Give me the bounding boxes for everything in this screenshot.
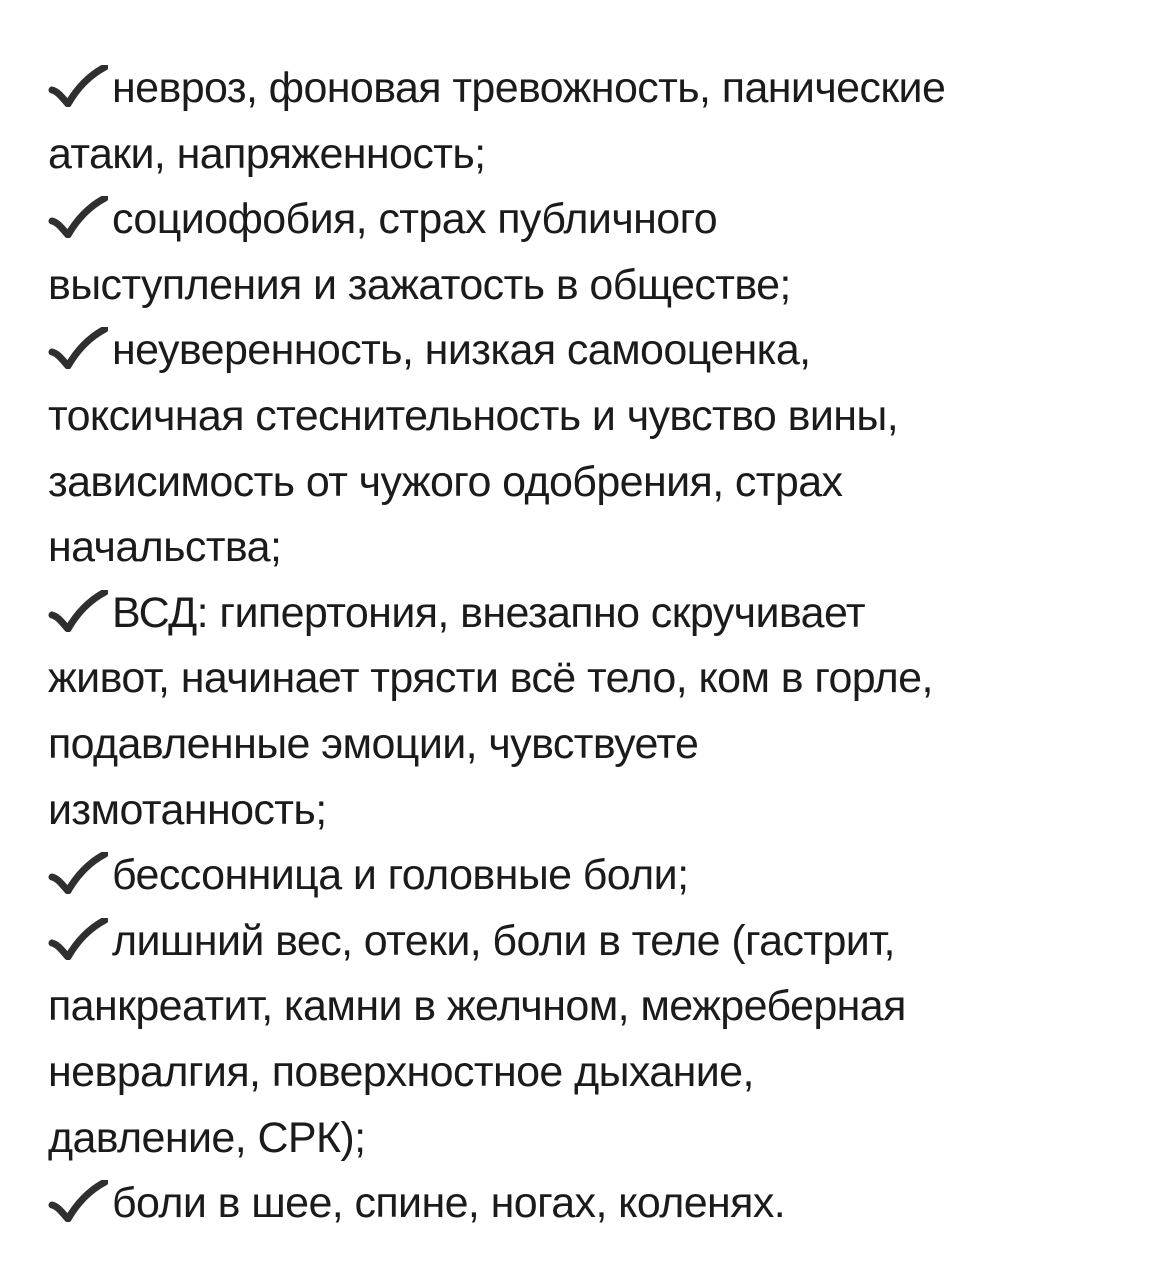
list-item-line: невралгия, поверхностное дыхание, — [48, 1047, 754, 1096]
list-item-line: неуверенность, низкая самооценка, — [112, 326, 811, 375]
list-item-line: живот, начинает трясти всё тело, ком в горле, — [48, 654, 933, 703]
symptom-list — [48, 56, 1118, 1237]
checkmark-icon — [48, 918, 108, 960]
list-item-line: токсичная стеснительность и чувство вины, — [48, 391, 899, 440]
list-item-line: начальства; — [48, 523, 282, 572]
list-item — [48, 56, 1118, 187]
checkmark-icon — [48, 196, 108, 238]
list-item-line: подавленные эмоции, чувствуете — [48, 719, 699, 768]
list-item-line: лишний вес, отеки, боли в теле (гастрит, — [112, 916, 895, 965]
list-item-line: давление, СРК); — [48, 1113, 366, 1162]
list-item-line: боли в шее, спине, ногах, коленях. — [112, 1179, 786, 1228]
checkmark-icon — [48, 1180, 108, 1222]
list-item — [48, 1171, 1118, 1237]
list-item — [48, 318, 1118, 580]
list-item-line: выступления и зажатость в обществе; — [48, 260, 791, 309]
checkmark-icon — [48, 590, 108, 632]
list-item-line: зависимость от чужого одобрения, страх — [48, 457, 843, 506]
checkmark-icon — [48, 327, 108, 369]
checkmark-icon — [48, 852, 108, 894]
list-item-line: измотанность; — [48, 785, 327, 834]
list-item — [48, 909, 1118, 1171]
list-item-line: бессонница и головные боли; — [112, 851, 689, 900]
list-item-line: ВСД: гипертония, внезапно скручивает — [112, 588, 865, 637]
checkmark-icon — [48, 65, 108, 107]
list-item-line: панкреатит, камни в желчном, межреберная — [48, 982, 906, 1031]
list-item-line: социофобия, страх публичного — [112, 195, 718, 244]
list-item — [48, 843, 1118, 909]
list-item — [48, 187, 1118, 318]
list-item-line: невроз, фоновая тревожность, панические — [112, 64, 946, 112]
list-item-line: атаки, напряженность; — [48, 129, 486, 178]
list-item — [48, 581, 1118, 843]
